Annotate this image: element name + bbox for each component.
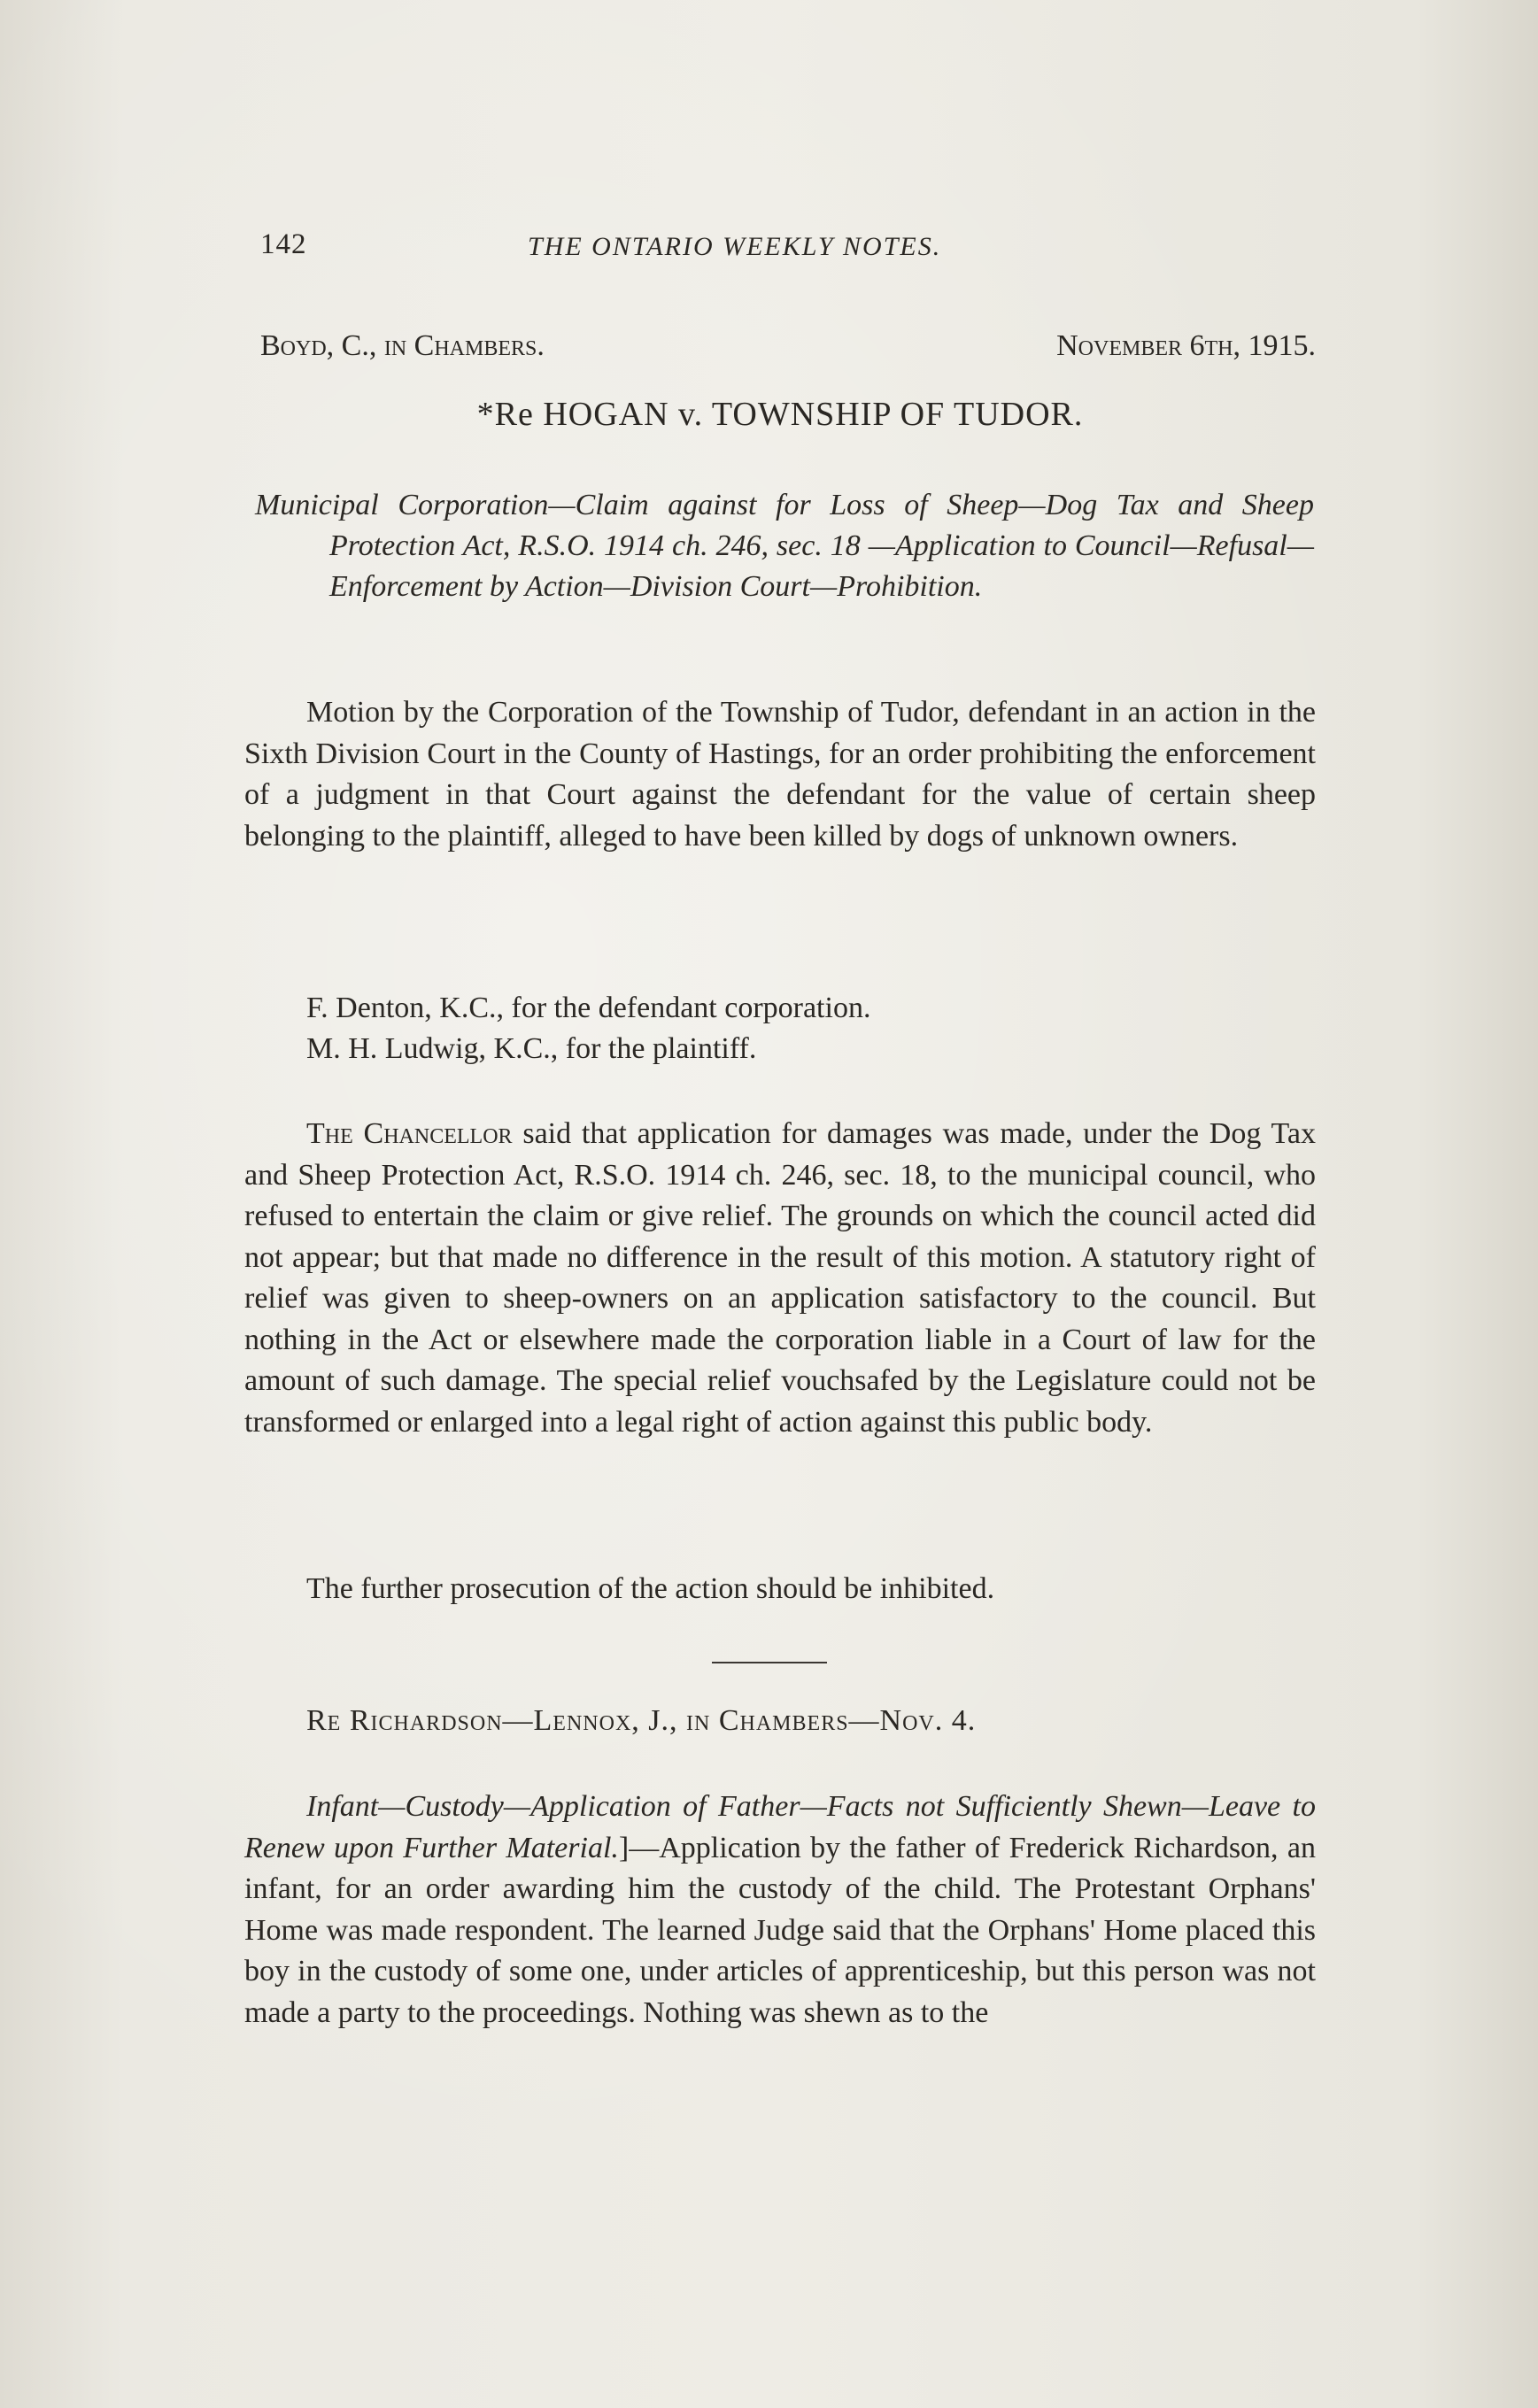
final-sentence: The further prosecution of the action should be inhibited. — [306, 1572, 995, 1605]
case-title: *Re HOGAN v. TOWNSHIP OF TUDOR. — [476, 396, 1084, 433]
court-line — [260, 329, 1316, 363]
page-number: 142 — [260, 228, 307, 260]
judgment-paragraph — [244, 1114, 1316, 1443]
journal-title: THE ONTARIO WEEKLY NOTES. — [528, 232, 942, 261]
second-case-paragraph — [244, 1787, 1316, 2034]
judgment-text: said that application for damages was made, under the Dog Tax and Sheep Protection Act, R.S.O. 1914 ch. 246, sec. 18, to the municipal council, who refused to entertain the claim or give relief. The grounds on which the council acted did not appear; but that made no difference in the result of this motion. A statutory right of relief was given to sheep-owners on an application satisfactory to the council. But nothing in the Act or elsewhere made the corporation liable in a Court of law for the amount of such damage. The special relief vouchsafed by the Legislature could not be transformed or enlarged into a legal right of action against this public body. — [244, 1117, 1316, 1439]
counsel-defendant: F. Denton, K.C., for the defendant corporation. — [306, 992, 871, 1024]
section-divider — [712, 1662, 827, 1663]
catchwords: Municipal Corporation—Claim against for Loss of Sheep—Dog Tax and Sheep Protection Act, R.S.O. 1914 ch. 246, sec. 18 —Application to Council—Refusal—Enforcement by Action—Division Court—Prohibition. — [255, 489, 1314, 603]
second-case-catchwords: Infant—Custody—Application of Father—Facts not Sufficiently Shewn—Leave to Renew upon Further Material. — [244, 1790, 1316, 1864]
counsel-plaintiff: M. H. Ludwig, K.C., for the plaintiff. — [306, 1032, 757, 1065]
judgment-speaker: The Chancellor — [306, 1117, 513, 1150]
second-case-heading: Re Richardson—Lennox, J., in Chambers—Nov. 4. — [306, 1704, 977, 1737]
second-case-text: ]—Application by the father of Frederick Richardson, an infant, for an order awarding him the custody of the child. The Protestant Orphans' Home was made respondent. The learned Judge said that the Orphans' Home placed this boy in the custody of some one, under articles of apprenticeship, but this person was not made a party to the proceedings. Nothing was shewn as to the — [244, 1831, 1316, 2029]
motion-paragraph: Motion by the Corporation of the Township of Tudor, defendant in an action in the Sixth Division Court in the County of Hastings, for an order prohibiting the enforcement of a judgment in that Court against the defendant for the value of certain sheep belonging to the plaintiff, alleged to have been killed by dogs of unknown owners. — [244, 696, 1316, 853]
judgment-date: November 6th, 1915. — [1056, 329, 1316, 362]
judge-chambers: Boyd, C., in Chambers. — [260, 329, 545, 362]
